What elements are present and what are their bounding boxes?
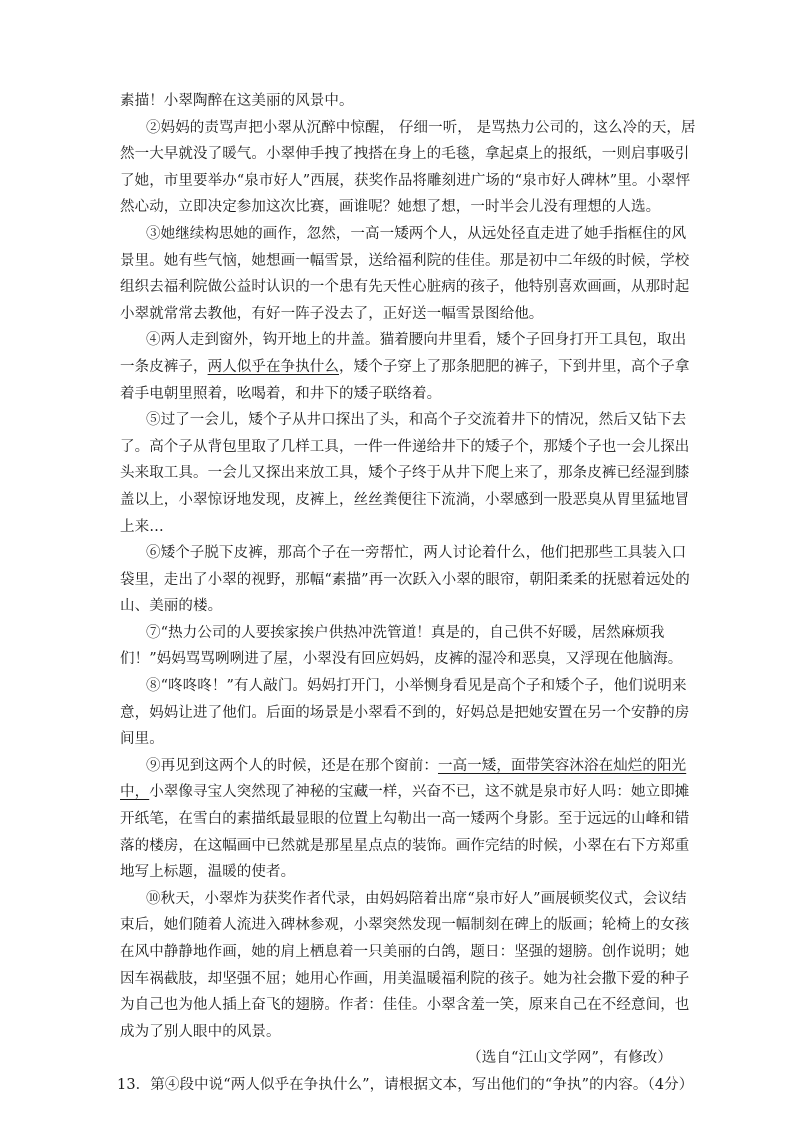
text-line: 间里。 [120, 731, 164, 748]
text-line: 了她，市里要举办“泉市好人”西展，获奖作品将雕刻进广场的“泉市好人碑林”里。小翠怦 [120, 172, 691, 189]
underlined-phrase: 两人似乎在争执什么 [207, 358, 340, 375]
text-line: 因车祸截肢，却坚强不屈；她用心作画，用美温暖福利院的孩子。她为社会撒下爱的种子 [120, 970, 690, 987]
text-line: 意，妈妈让进了他们。后面的场景是小翠看不到的，好妈总是把她安置在另一个安静的房 [120, 704, 690, 721]
paragraph-5-line: ⑤过了一会儿，矮个子从井口探出了头，和高个子交流着井下的情况，然后又钻下去 [146, 412, 687, 429]
text-line: 束后，她们随着人流进入碑林参观，小翠突然发现一幅制刻在碑上的版画；轮椅上的女孩 [120, 917, 690, 934]
text-segment: 一条皮裤子， [120, 358, 208, 375]
paragraph-3-line: ③她继续构思她的画作，忽然，一高一矮两个人，从远处径直走进了她手指框住的风 [146, 225, 687, 242]
paragraph-7-line: ⑦“热力公司的人要挨家挨户供热冲洗管道！真是的，自己供不好暖，居然麻烦我 [146, 624, 665, 641]
text-line: 素描！小翠陶醉在这美丽的风景中。 [120, 93, 354, 109]
paragraph-8-line: ⑧“咚咚咚！”有人敲门。妈妈打开门，小举恻身看见是高个子和矮个子，他们说明来 [146, 678, 687, 695]
text-line: 山、美丽的楼。 [120, 598, 223, 615]
text-segment: ，矮个子穿上了那条肥肥的裤子，下到井里，高个子拿 [339, 358, 690, 375]
paragraph-10-line: ⑩秋天，小翠炸为获奖作者代录，由妈妈陪着出席“泉市好人”画展顿奖仪式，会议结 [146, 890, 687, 907]
text-segment: 小翠像寻宝人突然现了神秘的宝藏一样，兴奋不已，这不就是泉市好人吗：她立即摊 [149, 784, 690, 801]
text-line: 落的楼房，在这幅画中已然就是那星星点点的装饰。画作完结的时候，小翠在右下方郑重 [120, 837, 690, 854]
text-line: 着手电朝里照着，吆喝着，和井下的矮子联络着。 [120, 385, 442, 402]
paragraph-6-line: ⑥矮个子脱下皮裤，那高个子在一旁帮忙，两人讨论着什么，他们把那些工具装入口 [146, 545, 687, 562]
text-line: 小翠就常常去教他，有好一阵子没去了，正好送一幅雪景图给他。 [120, 305, 544, 322]
underlined-phrase: 中， [120, 784, 150, 801]
article-page [117, 88, 696, 1099]
text-line: 然一大早就没了暖气。小翠伸手拽了拽搭在身上的毛毯，拿起桌上的报纸，一则启事吸引 [120, 146, 690, 163]
text-line: 上来… [120, 518, 164, 535]
paragraph-2-line: ②妈妈的责骂声把小翠从沉醉中惊醒， 仔细一听， 是骂热力公司的，这么冷的天，居 [146, 119, 696, 136]
text-line: 地写上标题，温暖的使者。 [120, 864, 296, 881]
text-line: 头来取工具。一会儿又探出来放工具，矮个子终于从井下爬上来了，那条皮裤已经湿到膝 [120, 465, 690, 482]
text-line: 开纸笔，在雪白的素描纸最显眼的位置上勾勒出一高一矮两个身影。至于远远的山峰和错 [120, 811, 690, 828]
text-line: 在风中静静地作画，她的肩上栖息着一只美丽的白鸽，题日：坚强的翅膀。创作说明；她 [120, 944, 690, 960]
text-segment: ⑨再见到这两个人的时候，还是在那个窗前： [146, 757, 438, 774]
text-line: 然心动，立即决定参加这次比赛，画谁呢？她想了想，一时半会儿没有理想的人选。 [120, 199, 661, 216]
text-line [120, 779, 690, 806]
text-line: 袋里，走出了小翠的视野，那幅“素描”再一次跃入小翠的眼帘，朝阳柔柔的抚慰着远处的 [120, 571, 690, 588]
text-line: 景里。她有些气恼，她想画一幅雪景，送给福利院的佳佳。那是初中二年级的时候，学校 [120, 252, 690, 269]
text-line: 组织去福利院做公益时认识的一个患有先天性心脏病的孩子，他特别喜欢画画，从那时起 [120, 279, 690, 296]
text-line: 成为了别人眼中的风景。 [120, 1023, 281, 1040]
source-citation: （选自“江山文学网”，有修改） [467, 1050, 672, 1067]
text-line [120, 354, 690, 381]
underlined-phrase: 一高一矮，面带笑容沐浴在灿烂的阳光 [438, 757, 687, 774]
text-line: 盖以上，小翠惊讶地发现，皮裤上，丝丝粪便往下流淌，小翠感到一股恶臭从胃里猛地冒 [120, 491, 690, 508]
paragraph-9-line [120, 753, 687, 780]
text-line: 为自己也为他人插上奋飞的翅膀。作者：佳佳。小翠含羞一笑，原来自己在不经意间，也 [120, 997, 690, 1014]
paragraph-4-line: ④两人走到窗外，钩开地上的井盖。猫着腰向井里看，矮个子回身打开工具包，取出 [146, 332, 687, 349]
question-13: 13．第④段中说“两人似乎在争执什么”，请根据文本，写出他们的“争执”的内容。（4分） [117, 1076, 694, 1093]
text-line: 了。高个子从背包里取了几样工具，一件一件递给井下的矮子个，那矮个子也一会儿探出 [120, 438, 690, 455]
text-line: 们！”妈妈骂骂咧咧进了屋，小翠没有回应妈妈，皮裤的湿冷和恶臭，又浮现在他脑海。 [120, 651, 683, 668]
